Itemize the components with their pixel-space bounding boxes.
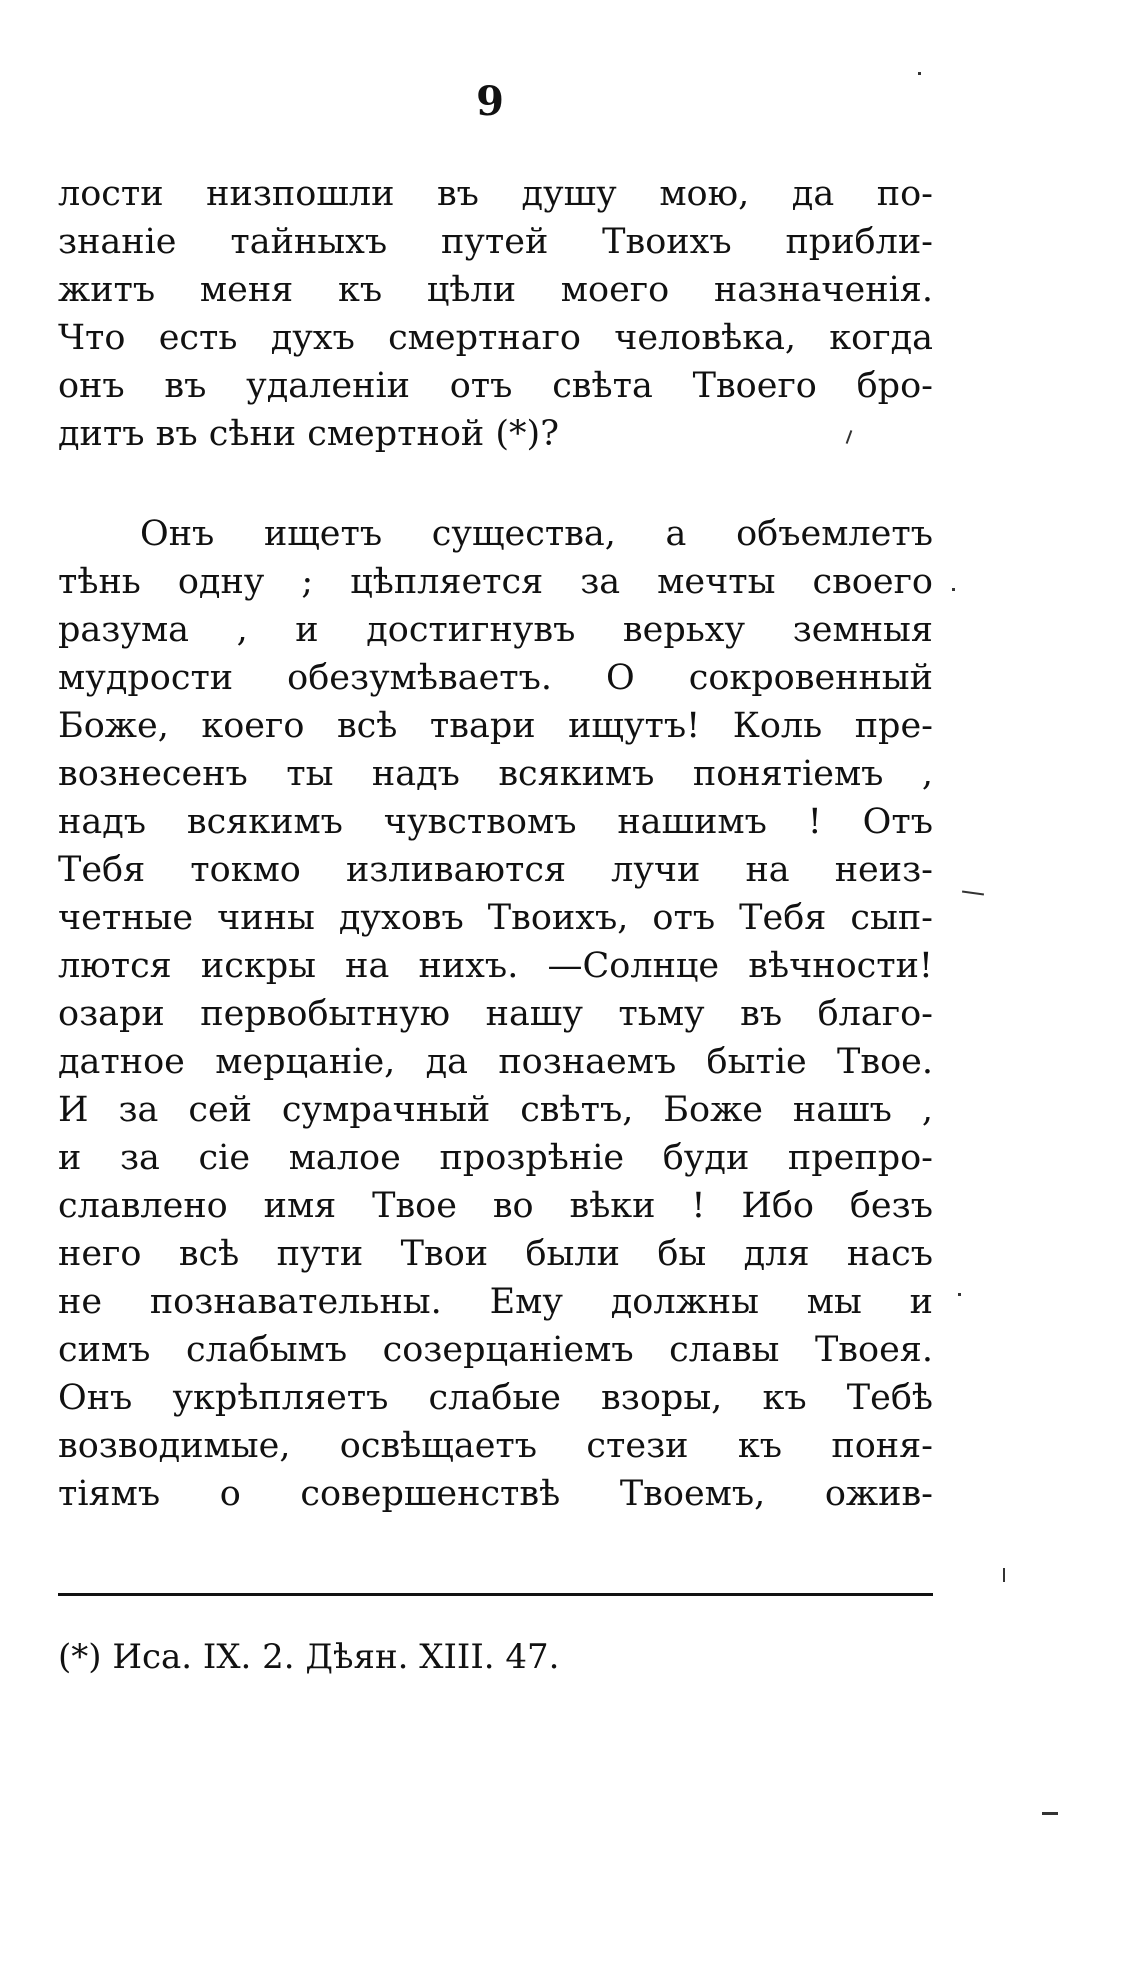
- footnote-divider: [58, 1593, 933, 1596]
- text-line: житъ меня къ цѣли моего назначенія.: [58, 270, 933, 310]
- text-line: Боже, коего всѣ твари ищутъ! Коль пре-: [58, 706, 933, 746]
- text-line: озари первобытную нашу тьму въ благо-: [58, 994, 933, 1034]
- scan-speck: [1003, 1568, 1005, 1582]
- text-line: него всѣ пути Твои были бы для насъ: [58, 1234, 933, 1274]
- text-line: знаніе тайныхъ путей Твоихъ прибли-: [58, 222, 933, 262]
- text-line: не познавательны. Ему должны мы и: [58, 1282, 933, 1322]
- text-line: вознесенъ ты надъ всякимъ понятіемъ ,: [58, 754, 933, 794]
- text-line: Тебя токмо изливаются лучи на неиз-: [58, 850, 933, 890]
- scan-speck: [958, 1293, 961, 1296]
- text-line: датное мерцаніе, да познаемъ бытіе Твое.: [58, 1042, 933, 1082]
- text-line: Онъ ищетъ существа, а объемлетъ: [140, 514, 933, 554]
- text-line: тіямъ о совершенствѣ Твоемъ, ожив-: [58, 1474, 933, 1514]
- scan-speck: [1042, 1812, 1058, 1815]
- text-line: Что есть духъ смертнаго человѣка, когда: [58, 318, 933, 358]
- text-line: четные чины духовъ Твоихъ, отъ Тебя сып-: [58, 898, 933, 938]
- text-line: славлено имя Твое во вѣки ! Ибо безъ: [58, 1186, 933, 1226]
- text-line: разума , и достигнувъ верьху земныя: [58, 610, 933, 650]
- scan-speck: [918, 72, 921, 75]
- text-line: онъ въ удаленіи отъ свѣта Твоего бро-: [58, 366, 933, 406]
- paragraph-2: [58, 510, 933, 1518]
- text-line: лости низпошли въ душу мою, да по-: [58, 174, 933, 214]
- text-line: и за сіе малое прозрѣніе буди препро-: [58, 1138, 933, 1178]
- scan-speck: [962, 890, 984, 895]
- scan-speck: [952, 588, 955, 591]
- paragraph-1: [58, 170, 933, 458]
- text-line: Онъ укрѣпляетъ слабые взоры, къ Тебѣ: [58, 1378, 933, 1418]
- text-line: мудрости обезумѣваетъ. О сокровенный: [58, 658, 933, 698]
- text-line: И за сей сумрачный свѣтъ, Боже нашъ ,: [58, 1090, 933, 1130]
- text-line: тѣнь одну ; цѣпляется за мечты своего: [58, 562, 933, 602]
- page-number: 9: [476, 78, 504, 125]
- text-line: лются искры на нихъ. —Солнце вѣчности!: [58, 946, 933, 986]
- text-line: дитъ въ сѣни смертной (*)?: [58, 414, 559, 454]
- footnote: (*) Иса. IX. 2. Дѣян. XIII. 47.: [58, 1637, 560, 1677]
- text-line: симъ слабымъ созерцаніемъ славы Твоея.: [58, 1330, 933, 1370]
- text-line: надъ всякимъ чувствомъ нашимъ ! Отъ: [58, 802, 933, 842]
- text-line: возводимые, освѣщаетъ стези къ поня-: [58, 1426, 933, 1466]
